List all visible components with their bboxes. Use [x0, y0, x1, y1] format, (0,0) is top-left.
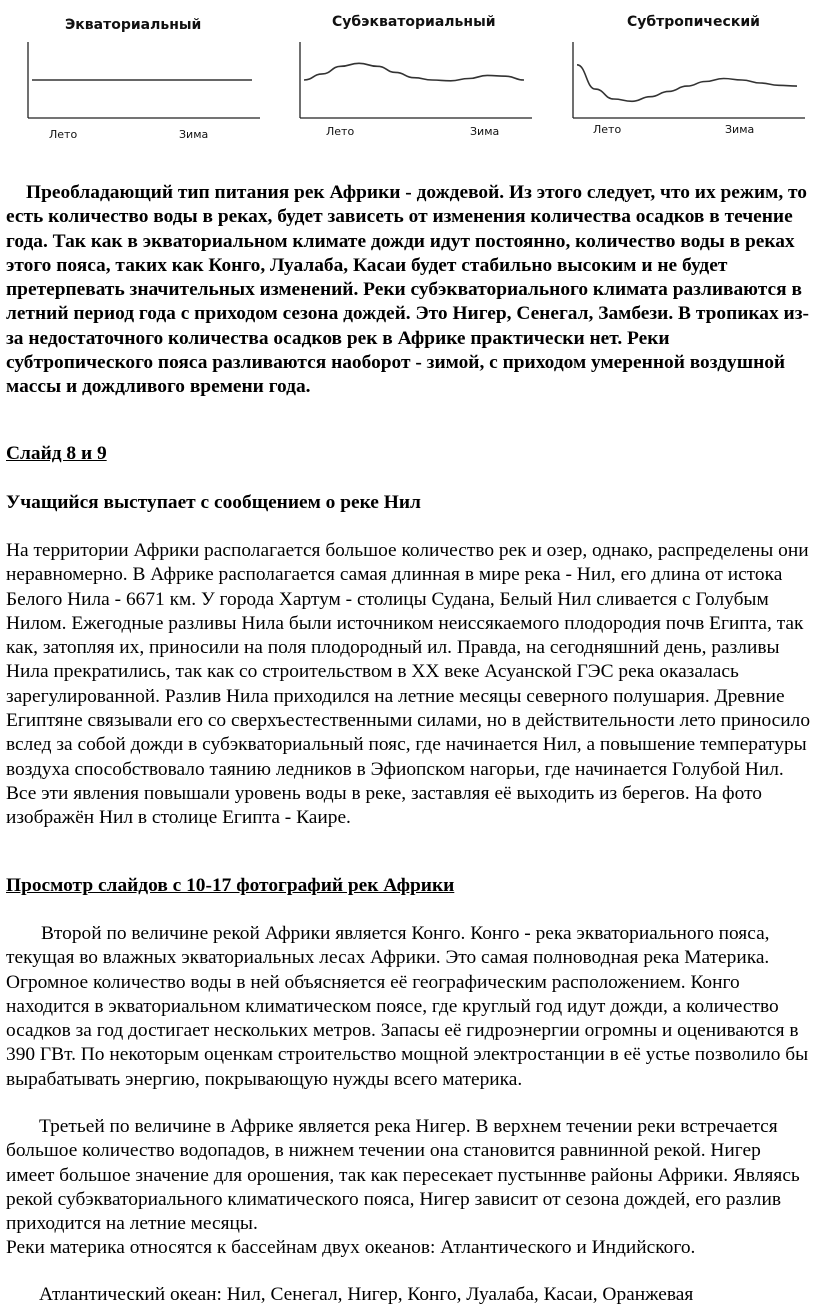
chart-subtropical: [565, 0, 815, 160]
atlantic-paragraph: Атлантический океан: Нил, Сенегал, Нигер, Конго, Луалаба, Касаи, Оранжевая: [39, 1284, 694, 1305]
niger-paragraph: Третьей по величине в Африке является река Нигер. В верхнем течении реки встречается большое количество водопадов, в нижнем течении она становится равнинной рекой. Нигер имеет большое значение для орошения, так как пересекает пустыннве районы Африки. Являясь рекой субэкваториального климатического пояса, Нигер зависит от сезона дождей, его разлив приходится на летние месяцы.: [6, 1116, 800, 1235]
tick-label-summer: Лето: [49, 128, 78, 141]
tick-label-summer: Лето: [593, 123, 622, 136]
nile-paragraph: На территории Африки располагается большое количество рек и озер, однако, распределены они неравномерно. В Африке располагается самая длинная в мире река - Нил, его длина от истока Белого Нила - 6671 км. У города Хартум - столицы Судана, Белый Нил сливается с Голубым Нилом. Ежегодные разливы Нила были источником неиссякаемого плодородия почв Египта, так как, затопляя их, приносили на поля плодородный ил. Правда, на сегодняшний день, разливы Нила прекратились, так как со строительством в XX веке Асуанской ГЭС река оказалась зарегулированной. Разлив Нила приходился на летние месяцы северного полушария. Древние Египтяне связывали его со сверхъестественными силами, но в действительности лето приносило вслед за собой дожди в субэкваториальный пояс, где начинается Нил, а повышение температуры воздуха способствовало таянию ледников в Эфиопском нагорьи, где начинается Голубой Нил. Все эти явления повышали уровень воды в реке, заставляя её выходить из берегов. На фото изображён Нил в столице Египта - Каире.: [6, 540, 811, 829]
intro-paragraph: Преобладающий тип питания рек Африки - дождевой. Из этого следует, что их режим, то есть количество воды в реках, будет зависеть от изменения количества осадков в течение года. Так как в экваториальном климате дожди идут постоянно, количество воды в реках этого пояса, таких как Конго, Луалаба, Касаи будет стабильно высоким и не будет претерпевать значительных изменений. Реки субэкваториального климата разливаются в летний период года с приходом сезона дождей. Это Нигер, Сенегал, Замбези. В тропиках из-за недостаточного количества осадков рек в Африке практически нет. Реки субтропического пояса разливаются наоборот - зимой, с приходом умеренной воздушной массы и дождливого времени года.: [6, 182, 809, 398]
photos-heading: Просмотр слайдов с 10-17 фотографий рек Африки: [6, 875, 455, 896]
congo-paragraph: Второй по величине рекой Африки является Конго. Конго - река экваториального пояса, текущая во влажных экваториальных лесах Африки. Это самая полноводная река Материка. Огромное количество воды в ней объясняется её географическим расположением. Конго находится в экваториальном климатическом поясе, где круглый год идут дожди, а количество осадков за год достигает нескольких метров. Запасы её гидроэнергии огромны и оцениваются в 390 ГВт. По некоторым оценкам строительство мощной электростанции в её устье позволило бы вырабатывать энергию, покрывающую нужды всего материка.: [6, 923, 809, 1090]
tick-label-winter: Зима: [179, 128, 209, 141]
slide-heading: Слайд 8 и 9: [6, 443, 107, 464]
chart-title: Субэкваториальный: [332, 14, 496, 30]
chart-title: Субтропический: [627, 14, 760, 30]
tick-label-summer: Лето: [326, 125, 355, 138]
regime-line: [577, 65, 797, 102]
river-regime-charts: [0, 0, 816, 160]
chart-title: Экваториальный: [65, 17, 202, 33]
student-heading: Учащийся выступает с сообщением о реке Нил: [6, 492, 421, 513]
tick-label-winter: Зима: [470, 125, 500, 138]
basins-paragraph: Реки материка относятся к бассейнам двух океанов: Атлантического и Индийского.: [6, 1237, 696, 1258]
regime-line: [304, 63, 524, 81]
chart-equatorial: [20, 0, 270, 160]
chart-subequatorial: [292, 0, 542, 160]
tick-label-winter: Зима: [725, 123, 755, 136]
